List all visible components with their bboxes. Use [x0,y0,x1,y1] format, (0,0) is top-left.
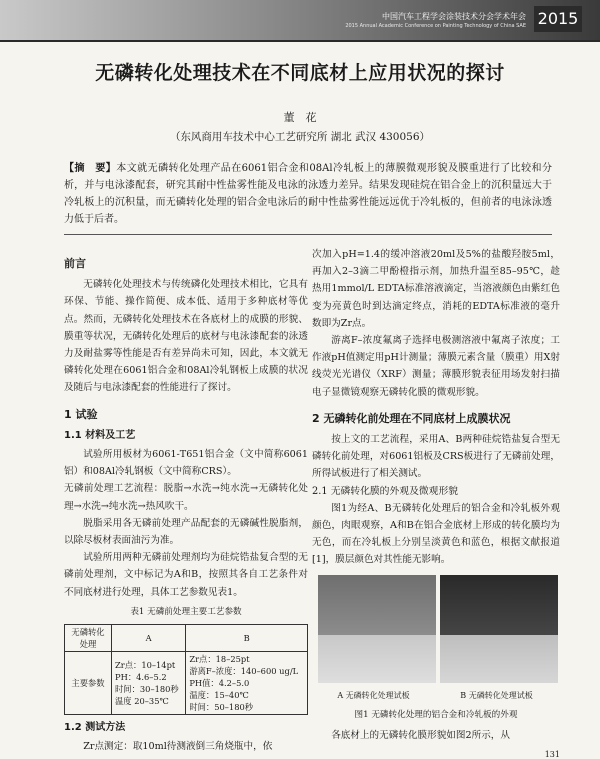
a-param: 温度 20–35℃ [115,696,169,707]
a-param: PH：4.6–5.2 [115,672,167,683]
b-param: PH值：4.2–5.0 [189,678,250,689]
b-param: 游离F–浓度：140–600 ug/L [189,666,299,677]
paper-title: 无磷转化处理技术在不同底材上应用状况的探讨 [95,62,505,84]
affiliation: （东风商用车技术中心工艺研究所 湖北 武汉 430056） [169,131,431,143]
preface-heading: 前言 [64,257,86,270]
preface-paragraph: 无磷转化处理技术与传统磷化处理技术相比，它具有环保、节能、操作简便、成本低、适用于多种底材等优点。然而，无磷转化处理技术在各底材上的成膜的形貌、膜重等状况，无磷转化处理后的底材与电泳漆配套的泳透力及耐盐雾等性能是否有差异尚未可知，因此，本文就无磷转化处理在6061铝合金和08Al冷轧钢板上成膜的状况及随后与电泳漆配套的性能进行了探讨。 [64,279,308,394]
abstract-divider [64,234,552,235]
photo-panel-a [318,575,436,683]
photo-label-b: B 无磷转化处理试板 [460,690,533,700]
zr-test-paragraph: Zr点测定：取10ml待测液倒三角烧瓶中，依 [83,741,273,753]
cold-rolled-sample-b [440,575,558,635]
table-header-a: A [112,625,186,652]
a-param: Zr点：10–14pt [115,660,176,671]
section-1-2-heading: 1.2 测试方法 [64,722,126,734]
table-header-b: B [186,625,308,652]
agents-paragraph: 试验所用两种无磷前处理剂均为硅烷锆盐复合型的无磷前处理剂，文中标记为A和B，按照其各自工艺条件对不同底材进行处理，具体工艺参数见表1。 [64,552,308,598]
conference-year: 2015 [534,6,582,32]
process-parameters-table [64,624,308,715]
abstract [64,160,552,228]
figure-1-caption: 图1 无磷转化处理的铝合金和冷轧板的外观 [354,709,518,720]
photo-label-a: A 无磷转化处理试板 [337,690,410,700]
degreasing-paragraph: 脱脂采用各无磷前处理产品配套的无磷碱性脱脂剂，以除尽板材表面油污为准。 [64,517,308,547]
left-column [64,246,308,755]
conference-name-en: 2015 Annual Academic Conference on Painting Technology of China SAE [345,23,526,29]
header-bar [0,0,600,42]
process-flow-paragraph: 无磷前处理工艺流程：脱脂→水洗→纯水洗→无磷转化处理→水洗→纯水洗→热风吹干。 [64,483,308,512]
titration-paragraph: 次加入pH=1.4的缓冲溶液20ml及5%的盐酸羟胺5ml，再加入2–3滴二甲酚橙指示剂，加热升温至85–95℃，趁热用1mmol/L EDTA标准溶液滴定，当溶液颜色由紫红色变为亮黄色时到达滴定终点，消耗的EDTA标准液的毫升数即为Zr点。 [312,249,560,329]
table-row-label: 主要参数 [65,652,112,715]
right-column [312,246,560,744]
cold-rolled-sample-a [318,575,436,635]
section-2-1-heading: 2.1 无磷转化膜的外观及微观形貌 [312,485,459,497]
a-param: 时间：30–180秒 [115,684,179,695]
b-param: 时间：50–180秒 [189,702,254,713]
table-cell-b [186,652,308,715]
abstract-text: 本文就无磷转化处理产品在6061铝合金和08Al冷轧板上的薄膜微观形貌及膜重进行了比较和分析，并与电泳漆配套，研究其耐中性盐雾性能及电泳的泳透力差异。结果发现硅烷在铝合金上的沉积量远大于冷轧板上的沉积量，而无磷转化处理的铝合金电泳后的耐中性盐雾性能远远优于冷轧板的，但前者的电泳泳透力低于后者。 [64,163,553,225]
figure-1-photos [312,575,558,683]
conference-name: 中国汽车工程学会涂装技术分会学术年会 [382,12,526,21]
section-2-paragraph: 按上文的工艺流程，采用A、B两种硅烷锆盐复合型无磷转化前处理，对6061铝板及CRS板进行了无磷前处理，所得试板进行了相关测试。 [312,434,560,480]
page-number: 131 [544,750,560,759]
table-cell-a [112,652,186,715]
photo-labels [312,687,560,704]
abstract-label: 【摘 要】 [64,163,117,174]
aluminum-sample-a [318,635,436,683]
table-header-treatment: 无磷转化处理 [65,625,112,652]
aluminum-sample-b [440,635,558,683]
author: 董 花 [283,111,317,124]
morphology-paragraph: 各底材上的无磷转化膜形貌如图2所示，从 [331,730,510,742]
table-1-caption: 表1 无磷前处理主要工艺参数 [130,606,242,617]
section-1-1-heading: 1.1 材料及工艺 [64,429,136,441]
b-param: 温度：15–40℃ [189,690,249,701]
appearance-paragraph: 图1为经A、B无磷转化处理后的铝合金和冷轧板外观颜色，肉眼观察，A和B在铝合金底材上形成的转化膜均为无色，而在冷轧板上分别呈淡黄色和蓝色，根据文献报道[1]，膜层颜色对其性能无影响。 [312,502,560,566]
b-param: Zr点：18–25pt [189,654,250,665]
measurement-paragraph: 游离F–浓度氟离子选择电极测溶液中氟离子浓度；工作液pH值测定用pH计测量；薄膜元素含量（膜重）用X射线荧光光谱仪（XRF）测量；薄膜形貌表征用场发射扫描电子显微镜观察无磷转化膜的微观形貌。 [312,335,560,398]
section-2-heading: 2 无磷转化前处理在不同底材上成膜状况 [312,411,511,425]
materials-paragraph: 试验所用板材为6061-T651铝合金（文中简称6061铝）和08Al冷轧钢板（文中简称CRS）。 [64,449,308,478]
section-1-heading: 1 试验 [64,407,98,421]
photo-panel-b [440,575,558,683]
